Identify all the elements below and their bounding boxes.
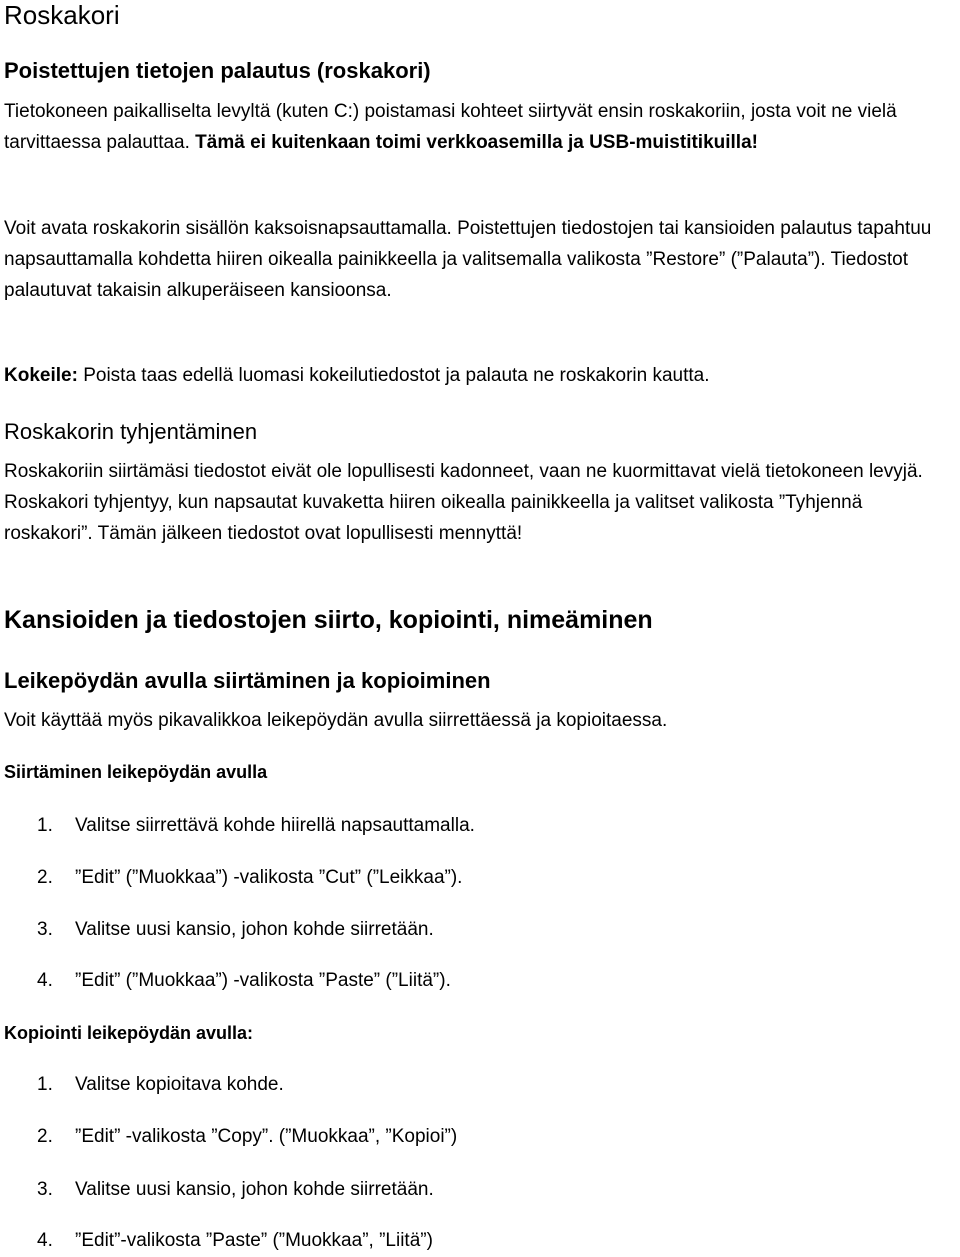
list-item-number: 2. [37, 867, 53, 888]
list-item-number: 4. [37, 1230, 53, 1251]
copy-heading: Kopiointi leikepöydän avulla: [4, 1023, 254, 1043]
restore-paragraph-1-text: Tietokoneen paikalliselta levyltä (kuten C:) poistamasi kohteet siirtyvät ensin roskakoriin, josta voit ne vielä tarvittaessa palauttaa. [4, 101, 897, 153]
list-item-number: 3. [37, 1179, 53, 1200]
try-paragraph [4, 360, 954, 391]
empty-paragraph: Roskakoriin siirtämäsi tiedostot eivät ole lopullisesti kadonneet, vaan ne kuormittavat vielä tietokoneen levyjä. Roskakori tyhjentyy, kun napsautat kuvaketta hiiren oikealla painikkeella ja valitset valikosta ”Tyhjennä roskakori”. Tämän jälkeen tiedostot ovat lopullisesti mennyttä! [4, 461, 923, 544]
try-text: Poista taas edellä luomasi kokeilutiedostot ja palauta ne roskakorin kautta. [77, 365, 710, 386]
restore-paragraph-2: Voit avata roskakorin sisällön kaksoisnapsauttamalla. Poistettujen tiedostojen tai kansioiden palautus tapahtuu napsauttamalla kohdetta hiiren oikealla painikkeella ja valitsemalla valikosta ”Restore” (”Palauta”). Tiedostot palautuvat takaisin alkuperäiseen kansioonsa. [4, 218, 932, 301]
restore-warning: Tämä ei kuitenkaan toimi verkkoasemilla ja USB-muistitikuilla! [195, 132, 758, 153]
list-item-number: 4. [37, 970, 53, 991]
list-item-text: ”Edit” -valikosta ”Copy”. (”Muokkaa”, ”Kopioi”) [75, 1126, 458, 1147]
section-heading-empty: Roskakorin tyhjentäminen [4, 419, 258, 444]
page-title: Roskakori [4, 0, 120, 30]
section-heading-restore: Poistettujen tietojen palautus (roskakori) [4, 58, 431, 83]
list-item-text: Valitse siirrettävä kohde hiirellä napsauttamalla. [75, 815, 475, 836]
list-item-number: 3. [37, 919, 53, 940]
list-item-text: Valitse uusi kansio, johon kohde siirretään. [75, 1179, 434, 1200]
subheading-clipboard: Leikepöydän avulla siirtäminen ja kopioiminen [4, 668, 491, 693]
list-item-text: ”Edit” (”Muokkaa”) -valikosta ”Cut” (”Leikkaa”). [75, 867, 463, 888]
section-heading-files: Kansioiden ja tiedostojen siirto, kopiointi, nimeäminen [4, 606, 653, 634]
list-item-text: ”Edit”-valikosta ”Paste” (”Muokkaa”, ”Liitä”) [75, 1230, 433, 1251]
list-item-number: 1. [37, 815, 53, 836]
move-heading: Siirtäminen leikepöydän avulla [4, 762, 268, 782]
list-item-text: ”Edit” (”Muokkaa”) -valikosta ”Paste” (”Liitä”). [75, 970, 451, 991]
list-item-number: 1. [37, 1074, 53, 1095]
list-item-text: Valitse kopioitava kohde. [75, 1074, 284, 1095]
list-item-text: Valitse uusi kansio, johon kohde siirretään. [75, 919, 434, 940]
clipboard-intro: Voit käyttää myös pikavalikkoa leikepöydän avulla siirrettäessä ja kopioitaessa. [4, 710, 668, 731]
restore-paragraph-1 [4, 96, 954, 158]
try-label: Kokeile: [4, 365, 78, 386]
list-item-number: 2. [37, 1126, 53, 1147]
